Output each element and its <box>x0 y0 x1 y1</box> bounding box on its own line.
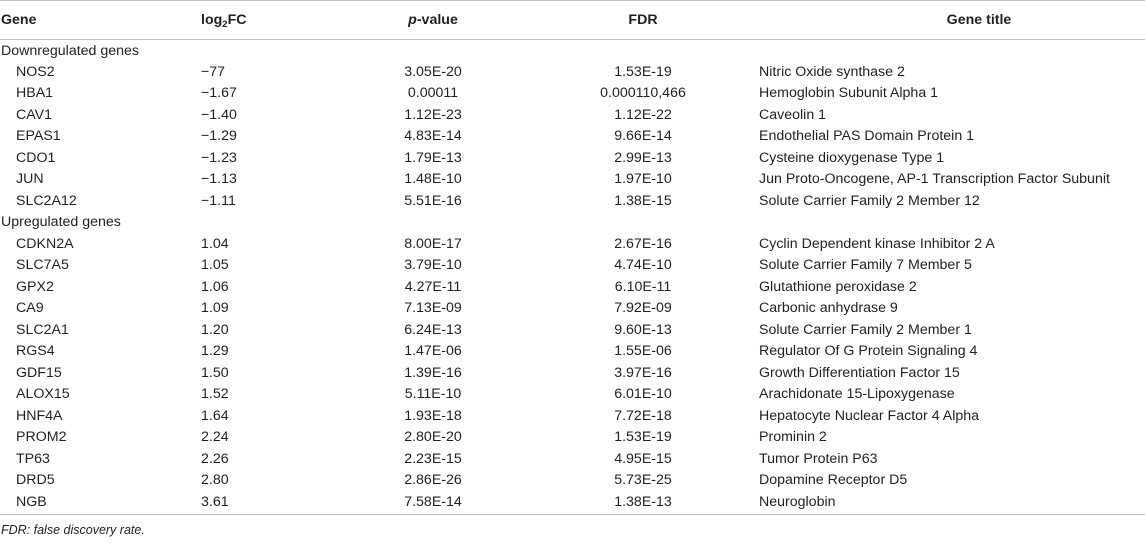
cell-gene-title: Prominin 2 <box>759 429 827 446</box>
cell-pvalue: 1.48E-10 <box>404 171 462 188</box>
cell-log2fc: 1.52 <box>201 386 229 403</box>
table-header <box>0 1 1145 40</box>
cell-gene: CA9 <box>16 300 44 317</box>
cell-log2fc: 1.04 <box>201 235 229 252</box>
section-row <box>0 40 1145 62</box>
cell-log2fc: −1.40 <box>201 106 237 123</box>
cell-pvalue: 3.79E-10 <box>404 257 462 274</box>
cell-fdr: 1.55E-06 <box>614 343 672 360</box>
table-row <box>0 491 1145 514</box>
section-row <box>0 212 1145 234</box>
cell-fdr: 9.66E-14 <box>614 128 672 145</box>
cell-log2fc: 1.50 <box>201 364 229 381</box>
cell-log2fc: 1.20 <box>201 321 229 338</box>
cell-log2fc: 1.06 <box>201 278 229 295</box>
header-gene: Gene <box>0 1 148 40</box>
cell-fdr: 1.97E-10 <box>614 171 672 188</box>
cell-gene-title: Caveolin 1 <box>759 106 827 123</box>
header-fdr: FDR <box>533 1 753 40</box>
cell-gene-title: Solute Carrier Family 2 Member 12 <box>759 192 980 209</box>
cell-gene-title: Cysteine dioxygenase Type 1 <box>759 149 945 166</box>
cell-gene: GPX2 <box>16 278 54 295</box>
table-row <box>0 276 1145 298</box>
cell-gene-title: Regulator Of G Protein Signaling 4 <box>759 343 978 360</box>
cell-pvalue: 1.12E-23 <box>404 106 462 123</box>
cell-pvalue: 3.05E-20 <box>404 63 462 80</box>
cell-pvalue: 2.86E-26 <box>404 472 462 489</box>
cell-log2fc: 2.24 <box>201 429 229 446</box>
header-row <box>0 1 1145 40</box>
cell-pvalue: 1.39E-16 <box>404 364 462 381</box>
cell-log2fc: −1.67 <box>201 85 237 102</box>
cell-log2fc: −1.29 <box>201 128 237 145</box>
cell-gene: RGS4 <box>16 343 55 360</box>
cell-fdr: 1.38E-15 <box>614 192 672 209</box>
cell-gene: CDO1 <box>16 149 56 166</box>
cell-pvalue: 1.47E-06 <box>404 343 462 360</box>
table-row <box>0 448 1145 470</box>
header-pvalue-rest: -value <box>416 12 458 28</box>
table-row <box>0 126 1145 148</box>
cell-gene: JUN <box>16 171 44 188</box>
cell-pvalue: 8.00E-17 <box>404 235 462 252</box>
cell-fdr: 7.92E-09 <box>614 300 672 317</box>
section-label: Upregulated genes <box>1 214 121 231</box>
cell-gene-title: Endothelial PAS Domain Protein 1 <box>759 128 975 145</box>
cell-pvalue: 5.11E-10 <box>404 386 462 403</box>
table-row <box>0 341 1145 363</box>
cell-log2fc: −1.13 <box>201 171 237 188</box>
table-row <box>0 362 1145 384</box>
cell-gene: HBA1 <box>16 85 54 102</box>
table-body <box>0 40 1145 515</box>
header-log2fc-suffix: FC <box>227 12 247 28</box>
cell-fdr: 3.97E-16 <box>614 364 672 381</box>
cell-gene: PROM2 <box>16 429 67 446</box>
cell-gene-title: Cyclin Dependent kinase Inhibitor 2 A <box>759 235 995 252</box>
cell-gene-title: Dopamine Receptor D5 <box>759 472 908 489</box>
cell-pvalue: 7.58E-14 <box>333 491 533 514</box>
section-label: Downregulated genes <box>1 42 140 59</box>
cell-log2fc: 2.80 <box>201 472 229 489</box>
cell-gene: TP63 <box>16 450 50 467</box>
cell-gene-title: Jun Proto-Oncogene, AP-1 Transcription Factor Subunit <box>759 171 1110 188</box>
table-row <box>0 255 1145 277</box>
table-row <box>0 190 1145 212</box>
table-row <box>0 298 1145 320</box>
cell-gene: ALOX15 <box>16 386 70 403</box>
cell-gene-title: Solute Carrier Family 7 Member 5 <box>759 257 972 274</box>
cell-gene: CAV1 <box>16 106 53 123</box>
cell-gene: NGB <box>0 491 148 514</box>
cell-log2fc: 3.61 <box>148 491 333 514</box>
cell-fdr: 6.01E-10 <box>614 386 672 403</box>
cell-pvalue: 1.93E-18 <box>404 407 462 424</box>
cell-log2fc: −1.11 <box>201 192 236 209</box>
table-row <box>0 147 1145 169</box>
cell-log2fc: 1.29 <box>201 343 229 360</box>
cell-gene-title: Arachidonate 15-Lipoxygenase <box>759 386 955 403</box>
cell-gene: SLC7A5 <box>16 257 69 274</box>
cell-pvalue: 1.79E-13 <box>404 149 462 166</box>
cell-fdr: 1.12E-22 <box>614 106 672 123</box>
cell-gene: EPAS1 <box>16 128 61 145</box>
cell-gene-title: Glutathione peroxidase 2 <box>759 278 917 295</box>
table-row <box>0 319 1145 341</box>
cell-gene-title: Growth Differentiation Factor 15 <box>759 364 960 381</box>
cell-pvalue: 4.27E-11 <box>404 278 462 295</box>
cell-pvalue: 0.00011 <box>407 85 459 102</box>
cell-fdr: 1.53E-19 <box>614 429 672 446</box>
cell-gene-title: Neuroglobin <box>753 491 1145 514</box>
cell-gene-title: Solute Carrier Family 2 Member 1 <box>759 321 972 338</box>
cell-log2fc: −77 <box>201 63 226 80</box>
table-footnote: FDR: false discovery rate. <box>1 522 145 537</box>
table-row <box>0 405 1145 427</box>
cell-gene-title: Hepatocyte Nuclear Factor 4 Alpha <box>759 407 980 424</box>
cell-gene: GDF15 <box>16 364 62 381</box>
cell-fdr: 9.60E-13 <box>614 321 672 338</box>
cell-fdr: 7.72E-18 <box>614 407 672 424</box>
cell-pvalue: 2.80E-20 <box>404 429 462 446</box>
table-row <box>0 233 1145 255</box>
cell-fdr: 1.38E-13 <box>533 491 753 514</box>
cell-pvalue: 6.24E-13 <box>404 321 462 338</box>
cell-gene-title: Hemoglobin Subunit Alpha 1 <box>759 85 939 102</box>
cell-gene: DRD5 <box>16 472 55 489</box>
table-row <box>0 104 1145 126</box>
table-row <box>0 470 1145 492</box>
table-row <box>0 169 1145 191</box>
header-pvalue-italic: p <box>408 12 417 28</box>
cell-log2fc: 1.64 <box>201 407 229 424</box>
cell-log2fc: 1.05 <box>201 257 229 274</box>
cell-fdr: 2.99E-13 <box>614 149 672 166</box>
header-log2fc-subscript: 2 <box>222 19 228 30</box>
cell-pvalue: 2.23E-15 <box>404 450 462 467</box>
cell-log2fc: 2.26 <box>201 450 229 467</box>
header-gene-title: Gene title <box>753 1 1145 40</box>
cell-gene: SLC2A12 <box>16 192 77 209</box>
cell-gene-title: Tumor Protein P63 <box>759 450 878 467</box>
table-row <box>0 427 1145 449</box>
cell-pvalue: 5.51E-16 <box>404 192 462 209</box>
cell-gene-title: Nitric Oxide synthase 2 <box>759 63 905 80</box>
cell-fdr: 5.73E-25 <box>614 472 672 489</box>
cell-fdr: 6.10E-11 <box>614 278 672 295</box>
cell-gene: SLC2A1 <box>16 321 69 338</box>
cell-fdr: 4.95E-15 <box>614 450 672 467</box>
cell-gene: HNF4A <box>16 407 63 424</box>
cell-fdr: 4.74E-10 <box>614 257 672 274</box>
cell-fdr: 1.53E-19 <box>614 63 672 80</box>
cell-log2fc: 1.09 <box>201 300 229 317</box>
cell-log2fc: −1.23 <box>201 149 237 166</box>
header-pvalue <box>333 1 533 40</box>
cell-pvalue: 4.83E-14 <box>404 128 462 145</box>
cell-gene: CDKN2A <box>16 235 74 252</box>
cell-fdr: 2.67E-16 <box>614 235 672 252</box>
cell-fdr: 0.000110,466 <box>600 85 686 102</box>
cell-pvalue: 7.13E-09 <box>404 300 462 317</box>
header-log2fc-prefix: log <box>201 12 223 28</box>
table-row <box>0 83 1145 105</box>
cell-gene: NOS2 <box>16 63 55 80</box>
table-row <box>0 384 1145 406</box>
table-row <box>0 61 1145 83</box>
cell-gene-title: Carbonic anhydrase 9 <box>759 300 898 317</box>
header-log2fc <box>148 1 333 40</box>
